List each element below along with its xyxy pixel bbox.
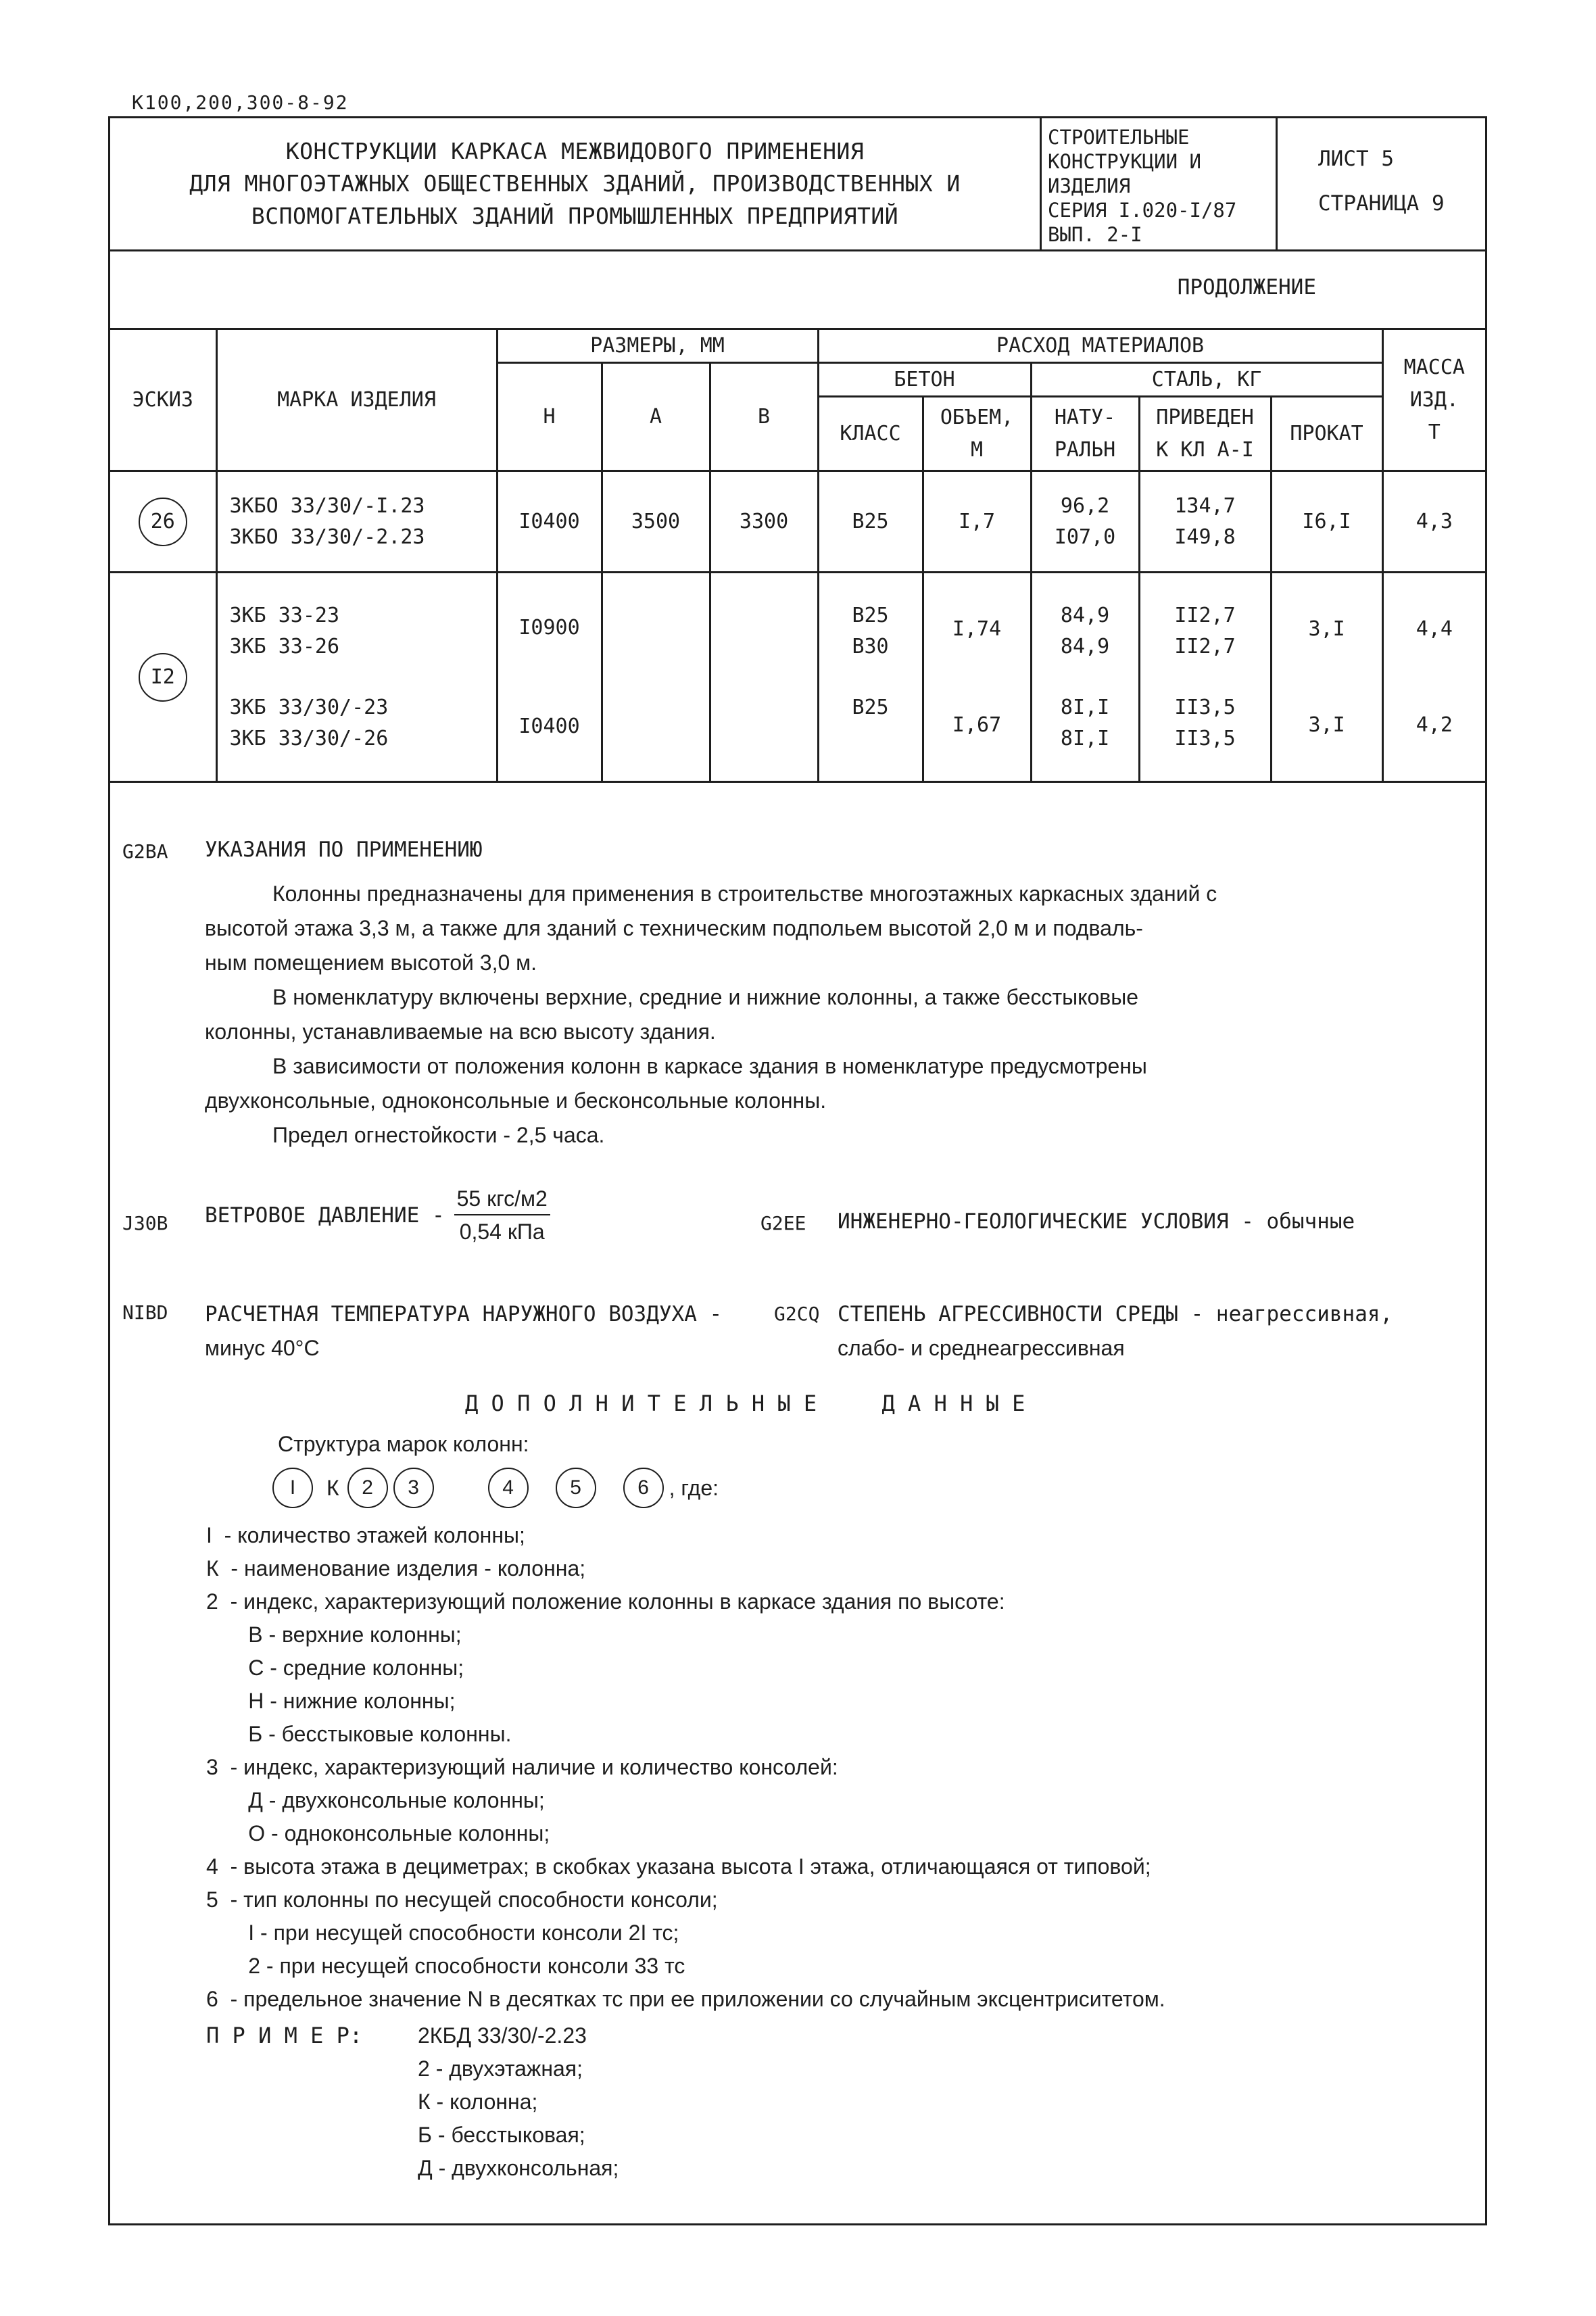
usage-line: ным помещением высотой 3,0 м. bbox=[205, 950, 537, 975]
wind-denominator: 0,54 кПа bbox=[459, 1220, 545, 1244]
sheet-number: ЛИСТ 5 bbox=[1318, 147, 1394, 171]
header-a: А bbox=[602, 363, 710, 471]
example-block bbox=[418, 2019, 619, 2185]
volume-cell bbox=[923, 573, 1031, 782]
legend-item: В - верхние колонны; bbox=[206, 1622, 462, 1647]
example-line: 2КБД 33/30/-2.23 bbox=[418, 2023, 587, 2048]
mass-value: 4,4 bbox=[1416, 617, 1453, 641]
example-line: Б - бесстыковая; bbox=[418, 2123, 585, 2147]
header-sketch: ЭСКИЗ bbox=[110, 329, 216, 471]
legend-item: 4 - высота этажа в дециметрах; в скобках указана высота I этажа, отличающаяся от типовой; bbox=[206, 1854, 1151, 1879]
mark-text: 3КБО 33/30/-I.23 bbox=[229, 493, 425, 518]
reduced-value: I49,8 bbox=[1174, 525, 1236, 549]
legend-item: I - при несущей способности консоли 2I тс; bbox=[206, 1921, 679, 1945]
natural-value: 8I,I bbox=[1060, 695, 1110, 719]
title-line: КОНСТРУКЦИИ КАРКАСА МЕЖВИДОВОГО ПРИМЕНЕНИЯ bbox=[285, 138, 865, 164]
legend-item: 6 - предельное значение N в десятках тс при ее приложении со случайным эксцентриситетом. bbox=[206, 1987, 1165, 2011]
header-volume bbox=[923, 397, 1031, 471]
h-value: I0900 bbox=[518, 615, 580, 640]
document-frame bbox=[108, 116, 1487, 2225]
usage-code: G2BA bbox=[122, 840, 168, 863]
spec-table bbox=[110, 328, 1485, 783]
natural-value: I07,0 bbox=[1054, 525, 1116, 549]
reduced-cell bbox=[1139, 471, 1271, 573]
rolled-value: 3,I bbox=[1308, 617, 1345, 641]
header-reduced-line: ПРИВЕДЕН bbox=[1156, 405, 1254, 429]
structure-circle: 6 bbox=[623, 1468, 664, 1508]
sketch-number-circle: 26 bbox=[139, 498, 187, 546]
wind-label: ВЕТРОВОЕ ДАВЛЕНИЕ - bbox=[205, 1203, 445, 1228]
usage-line: Предел огнестойкости - 2,5 часа. bbox=[272, 1123, 605, 1147]
header-mass-line: МАССА bbox=[1403, 355, 1465, 379]
class-cell: В25 bbox=[818, 471, 923, 573]
header-volume-line: ОБЪЕМ, bbox=[940, 405, 1014, 429]
aggressiveness bbox=[838, 1297, 1486, 1365]
header-mass-line: Т bbox=[1428, 420, 1441, 444]
title-line: ВСПОМОГАТЕЛЬНЫХ ЗДАНИЙ ПРОМЫШЛЕННЫХ ПРЕДПРИЯТИЙ bbox=[251, 203, 899, 229]
legend-item: Д - двухконсольные колонны; bbox=[206, 1788, 545, 1812]
mass-value: 4,2 bbox=[1416, 713, 1453, 737]
usage-line: двухконсольные, одноконсольные и бесконсольные колонны. bbox=[205, 1088, 827, 1113]
series-info bbox=[1040, 118, 1278, 249]
legend-item: 2 - индекс, характеризующий положение колонны в каркасе здания по высоте: bbox=[206, 1589, 1005, 1614]
h-value: I0400 bbox=[518, 714, 580, 738]
structure-label: Структура марок колонн: bbox=[278, 1432, 529, 1456]
mark-text: 3КБ 33-26 bbox=[229, 634, 340, 658]
header-natural-line: НАТУ- bbox=[1054, 405, 1116, 429]
geo-conditions: ИНЖЕНЕРНО-ГЕОЛОГИЧЕСКИЕ УСЛОВИЯ - обычные bbox=[838, 1209, 1355, 1234]
header-mark: МАРКА ИЗДЕЛИЯ bbox=[216, 329, 497, 471]
legend-item: Н - нижние колонны; bbox=[206, 1689, 456, 1713]
mark-text: 3КБ 33/30/-23 bbox=[229, 695, 389, 719]
structure-scheme bbox=[272, 1468, 719, 1508]
header-reduced-line: К КЛ А-I bbox=[1156, 437, 1254, 462]
geo-code: G2EE bbox=[760, 1212, 806, 1234]
header-volume-line: М bbox=[971, 437, 984, 462]
usage-text bbox=[205, 877, 1469, 1153]
class-cell bbox=[818, 573, 923, 782]
temperature bbox=[205, 1297, 786, 1365]
table-row bbox=[110, 573, 1485, 782]
legend-item: I - количество этажей колонны; bbox=[206, 1523, 525, 1547]
structure-circle: 2 bbox=[347, 1468, 388, 1508]
series-line: ВЫП. 2-I bbox=[1048, 223, 1142, 246]
b-cell: 3300 bbox=[710, 471, 818, 573]
legend-item: С - средние колонны; bbox=[206, 1656, 464, 1680]
header-concrete: БЕТОН bbox=[818, 363, 1031, 397]
header-class: КЛАСС bbox=[818, 397, 923, 471]
header-rolled: ПРОКАТ bbox=[1271, 397, 1382, 471]
series-line: КОНСТРУКЦИИ И bbox=[1048, 150, 1201, 173]
volume-value: I,74 bbox=[952, 617, 1002, 641]
natural-value: 84,9 bbox=[1060, 634, 1110, 658]
wind-fraction bbox=[454, 1186, 550, 1245]
additional-title: Д О П О Л Н И Т Е Л Ь Н Ы Е Д А Н Н Ы Е bbox=[465, 1391, 1025, 1416]
sketch-number-circle: I2 bbox=[139, 653, 187, 702]
example-line: К - колонна; bbox=[418, 2090, 538, 2114]
legend-item: 5 - тип колонны по несущей способности консоли; bbox=[206, 1887, 718, 1912]
title-block bbox=[110, 118, 1485, 251]
reduced-value: 134,7 bbox=[1174, 493, 1236, 518]
usage-line: Колонны предназначены для применения в строительстве многоэтажных каркасных зданий с bbox=[272, 882, 1217, 906]
a-cell bbox=[602, 573, 710, 782]
series-line: СТРОИТЕЛЬНЫЕ bbox=[1048, 126, 1190, 149]
wind-code: J30B bbox=[122, 1212, 168, 1234]
temp-line: минус 40°С bbox=[205, 1336, 320, 1360]
header-b: В bbox=[710, 363, 818, 471]
h-cell: I0400 bbox=[497, 471, 602, 573]
reduced-value: II2,7 bbox=[1174, 634, 1236, 658]
usage-line: колонны, устанавливаемые на всю высоту здания. bbox=[205, 1019, 716, 1044]
aggr-line: СТЕПЕНЬ АГРЕССИВНОСТИ СРЕДЫ - неагрессивная, bbox=[838, 1302, 1393, 1326]
header-dimensions: РАЗМЕРЫ, ММ bbox=[497, 329, 818, 363]
header-mass bbox=[1382, 329, 1485, 471]
sketch-cell bbox=[110, 471, 216, 573]
a-cell: 3500 bbox=[602, 471, 710, 573]
usage-heading: УКАЗАНИЯ ПО ПРИМЕНЕНИЮ bbox=[205, 838, 483, 862]
continuation-label: ПРОДОЛЖЕНИЕ bbox=[1177, 275, 1316, 299]
document-title bbox=[110, 118, 1042, 249]
class-value: В30 bbox=[852, 634, 889, 658]
reduced-value: II3,5 bbox=[1174, 726, 1236, 750]
usage-line: В зависимости от положения колонн в каркасе здания в номенклатуре предусмотрены bbox=[272, 1054, 1147, 1078]
aggr-code: G2CQ bbox=[774, 1303, 820, 1325]
natural-cell bbox=[1031, 471, 1139, 573]
header-natural-line: РАЛЬН bbox=[1054, 437, 1116, 462]
mark-text: 3КБ 33/30/-26 bbox=[229, 726, 389, 750]
volume-cell: I,7 bbox=[923, 471, 1031, 573]
title-line: ДЛЯ МНОГОЭТАЖНЫХ ОБЩЕСТВЕННЫХ ЗДАНИЙ, ПРОИЗВОДСТВЕННЫХ И bbox=[189, 170, 961, 197]
header-h: Н bbox=[497, 363, 602, 471]
legend-item: К - наименование изделия - колонна; bbox=[206, 1556, 586, 1581]
mass-cell bbox=[1382, 573, 1485, 782]
rolled-cell bbox=[1271, 573, 1382, 782]
wind-pressure bbox=[205, 1186, 550, 1245]
header-reduced bbox=[1139, 397, 1271, 471]
mark-cell bbox=[216, 573, 497, 782]
natural-value: 84,9 bbox=[1060, 603, 1110, 627]
class-value: В25 bbox=[852, 603, 889, 627]
structure-circle: 3 bbox=[393, 1468, 434, 1508]
sheet-info bbox=[1278, 118, 1485, 249]
rolled-cell: I6,I bbox=[1271, 471, 1382, 573]
usage-line: В номенклатуру включены верхние, средние и нижние колонны, а также бесстыковые bbox=[272, 985, 1139, 1009]
h-cell bbox=[497, 573, 602, 782]
structure-circle: 4 bbox=[488, 1468, 529, 1508]
series-line: СЕРИЯ I.020-I/87 bbox=[1048, 199, 1237, 222]
document-code: К100,200,300-8-92 bbox=[132, 91, 349, 114]
rolled-value: 3,I bbox=[1308, 713, 1345, 737]
mark-cell bbox=[216, 471, 497, 573]
reduced-value: II2,7 bbox=[1174, 603, 1236, 627]
natural-value: 96,2 bbox=[1060, 493, 1110, 518]
b-cell bbox=[710, 573, 818, 782]
header-mass-line: ИЗД. bbox=[1409, 387, 1459, 412]
sketch-cell bbox=[110, 573, 216, 782]
header-natural bbox=[1031, 397, 1139, 471]
aggr-line: слабо- и среднеагрессивная bbox=[838, 1336, 1125, 1360]
example-label: П Р И М Е Р: bbox=[206, 2023, 363, 2048]
mass-cell: 4,3 bbox=[1382, 471, 1485, 573]
table-row bbox=[110, 471, 1485, 573]
legend-item: 3 - индекс, характеризующий наличие и количество консолей: bbox=[206, 1755, 838, 1779]
page-number: СТРАНИЦА 9 bbox=[1318, 191, 1445, 216]
temp-code: NIBD bbox=[122, 1301, 168, 1324]
reduced-cell bbox=[1139, 573, 1271, 782]
wind-numerator: 55 кгс/м2 bbox=[454, 1186, 550, 1215]
structure-legend bbox=[206, 1519, 1484, 2016]
volume-value: I,67 bbox=[952, 713, 1002, 737]
header-materials: РАСХОД МАТЕРИАЛОВ bbox=[818, 329, 1382, 363]
structure-circle: I bbox=[272, 1468, 313, 1508]
mark-text: 3КБ 33-23 bbox=[229, 603, 340, 627]
mark-text: 3КБО 33/30/-2.23 bbox=[229, 525, 425, 549]
structure-circle: 5 bbox=[556, 1468, 596, 1508]
structure-where: , где: bbox=[669, 1475, 719, 1500]
legend-item: О - одноконсольные колонны; bbox=[206, 1821, 550, 1845]
series-line: ИЗДЕЛИЯ bbox=[1048, 174, 1131, 197]
class-value: В25 bbox=[852, 695, 889, 719]
structure-letter: К bbox=[327, 1475, 339, 1500]
header-steel: СТАЛЬ, КГ bbox=[1031, 363, 1382, 397]
reduced-value: II3,5 bbox=[1174, 695, 1236, 719]
example-line: Д - двухконсольная; bbox=[418, 2156, 619, 2180]
example-line: 2 - двухэтажная; bbox=[418, 2056, 583, 2081]
legend-item: 2 - при несущей способности консоли 33 тс bbox=[206, 1954, 685, 1978]
natural-value: 8I,I bbox=[1060, 726, 1110, 750]
legend-item: Б - бесстыковые колонны. bbox=[206, 1722, 512, 1746]
usage-line: высотой этажа 3,3 м, а также для зданий с техническим подпольем высотой 2,0 м и подваль- bbox=[205, 916, 1143, 940]
temp-line: РАСЧЕТНАЯ ТЕМПЕРАТУРА НАРУЖНОГО ВОЗДУХА - bbox=[205, 1302, 723, 1326]
natural-cell bbox=[1031, 573, 1139, 782]
